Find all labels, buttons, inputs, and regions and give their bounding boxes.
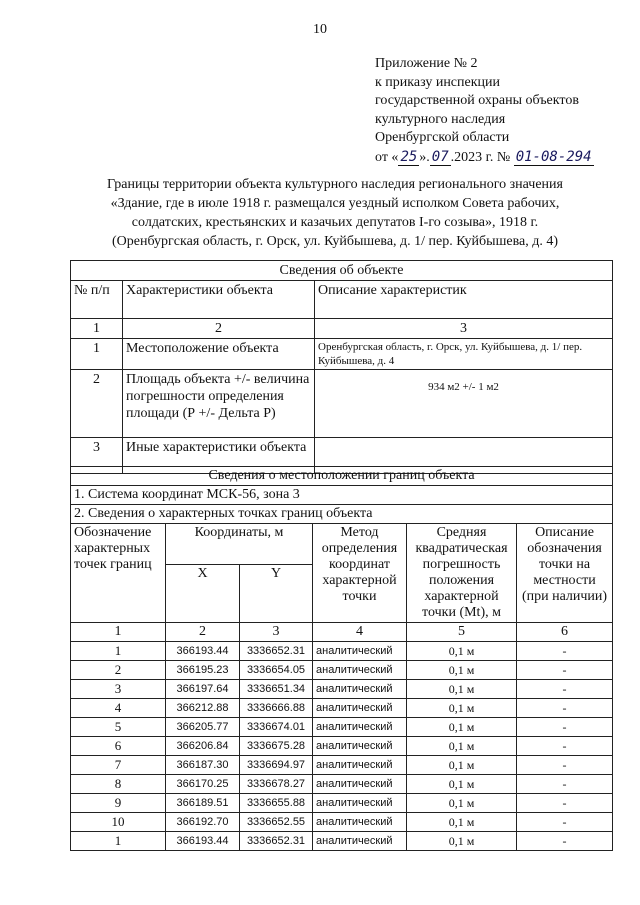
y-value: 3336652.31 xyxy=(240,642,313,661)
point-description: - xyxy=(517,642,613,661)
point-description: - xyxy=(517,680,613,699)
index-cell: 5 xyxy=(407,623,517,642)
x-value: 366197.64 xyxy=(166,680,240,699)
method-value: аналитический xyxy=(313,680,407,699)
object-info-table xyxy=(70,260,613,474)
y-value: 3336674.01 xyxy=(240,718,313,737)
error-value: 0,1 м xyxy=(407,680,517,699)
info-table-heading: Сведения об объекте xyxy=(71,261,613,281)
appendix-line: государственной охраны объектов xyxy=(375,93,579,108)
x-value: 366170.25 xyxy=(166,775,240,794)
title-line: Границы территории объекта культурного наследия регионального значения xyxy=(107,177,563,192)
point-description: - xyxy=(517,775,613,794)
document-title xyxy=(70,175,600,251)
col-header-description: Описание характеристик xyxy=(315,281,613,319)
y-value: 3336651.34 xyxy=(240,680,313,699)
table-row xyxy=(71,642,613,661)
col-header-method: Метод определения координат характерной точки xyxy=(313,524,407,623)
table-row xyxy=(71,794,613,813)
method-value: аналитический xyxy=(313,642,407,661)
date-mid: ». xyxy=(419,149,430,165)
col-header-x: X xyxy=(166,564,240,622)
table-row xyxy=(71,680,613,699)
point-description: - xyxy=(517,737,613,756)
error-value: 0,1 м xyxy=(407,661,517,680)
index-cell: 3 xyxy=(240,623,313,642)
point-description: - xyxy=(517,756,613,775)
table-row xyxy=(71,699,613,718)
title-line: солдатских, крестьянских и казачьих депутатов I-го созыва», 1918 г. xyxy=(131,215,539,230)
method-value: аналитический xyxy=(313,718,407,737)
col-header-y: Y xyxy=(240,564,313,622)
date-year: .2023 г. № xyxy=(450,149,511,165)
point-label: 5 xyxy=(71,718,166,737)
method-value: аналитический xyxy=(313,794,407,813)
col-header-characteristic: Характеристики объекта xyxy=(123,281,315,319)
point-label: 4 xyxy=(71,699,166,718)
handwritten-day: 25 xyxy=(400,148,418,165)
appendix-line: к приказу инспекции xyxy=(375,74,501,90)
method-value: аналитический xyxy=(313,775,407,794)
point-label: 1 xyxy=(71,832,166,851)
handwritten-month: 07 xyxy=(431,148,449,165)
point-description: - xyxy=(517,813,613,832)
x-value: 366206.84 xyxy=(166,737,240,756)
y-value: 3336694.97 xyxy=(240,756,313,775)
y-value: 3336654.05 xyxy=(240,661,313,680)
table-row xyxy=(71,832,613,851)
error-value: 0,1 м xyxy=(407,794,517,813)
appendix-line: Приложение № 2 xyxy=(375,56,478,71)
method-value: аналитический xyxy=(313,661,407,680)
col-header-error: Средняя квадратическая погрешность положения характерной точки (Mt), м xyxy=(407,524,517,623)
error-value: 0,1 м xyxy=(407,699,517,718)
points-heading: 2. Сведения о характерных точках границ объекта xyxy=(71,505,613,524)
boundary-coordinates-table xyxy=(70,466,613,851)
point-description: - xyxy=(517,661,613,680)
method-value: аналитический xyxy=(313,756,407,775)
point-label: 9 xyxy=(71,794,166,813)
point-label: 10 xyxy=(71,813,166,832)
col-header-description: Описание обозначения точки на местности (при наличии) xyxy=(517,524,613,623)
table-row xyxy=(71,737,613,756)
title-line: (Оренбургская область, г. Орск, ул. Куйбышева, д. 1/ пер. Куйбышева, д. 4) xyxy=(111,234,558,249)
col-header-point: Обозначение характерных точек границ xyxy=(71,524,166,623)
index-cell: 2 xyxy=(123,319,315,339)
method-value: аналитический xyxy=(313,699,407,718)
table-row xyxy=(71,718,613,737)
x-value: 366212.88 xyxy=(166,699,240,718)
col-header-coordinates: Координаты, м xyxy=(166,524,313,565)
point-label: 1 xyxy=(71,642,166,661)
page-number: 10 xyxy=(313,22,327,37)
method-value: аналитический xyxy=(313,813,407,832)
point-label: 6 xyxy=(71,737,166,756)
appendix-line: культурного наследия xyxy=(375,111,506,127)
index-cell: 1 xyxy=(71,319,123,339)
title-line: «Здание, где в июле 1918 г. размещался уездный исполком Совета рабочих, xyxy=(110,196,560,211)
table-row xyxy=(71,775,613,794)
row-num: 3 xyxy=(71,438,123,474)
point-label: 3 xyxy=(71,680,166,699)
method-value: аналитический xyxy=(313,737,407,756)
date-prefix: от « xyxy=(375,149,399,165)
method-value: аналитический xyxy=(313,832,407,851)
index-cell: 3 xyxy=(315,319,613,339)
point-label: 2 xyxy=(71,661,166,680)
point-description: - xyxy=(517,794,613,813)
x-value: 366205.77 xyxy=(166,718,240,737)
row-characteristic: Иные характеристики объекта xyxy=(123,438,315,474)
row-num: 2 xyxy=(71,370,123,438)
error-value: 0,1 м xyxy=(407,737,517,756)
index-cell: 6 xyxy=(517,623,613,642)
y-value: 3336655.88 xyxy=(240,794,313,813)
point-label: 7 xyxy=(71,756,166,775)
x-value: 366193.44 xyxy=(166,832,240,851)
table-row xyxy=(71,813,613,832)
x-value: 366189.51 xyxy=(166,794,240,813)
y-value: 3336675.28 xyxy=(240,737,313,756)
col-header-num: № п/п xyxy=(71,281,123,319)
row-num: 1 xyxy=(71,339,123,370)
x-value: 366187.30 xyxy=(166,756,240,775)
row-description: Оренбургская область, г. Орск, ул. Куйбышева, д. 1/ пер. Куйбышева, д. 4 xyxy=(315,339,613,370)
table-row xyxy=(71,756,613,775)
error-value: 0,1 м xyxy=(407,832,517,851)
row-description: 934 м2 +/- 1 м2 xyxy=(315,370,613,438)
y-value: 3336652.55 xyxy=(240,813,313,832)
appendix-block xyxy=(375,55,594,167)
index-cell: 4 xyxy=(313,623,407,642)
appendix-line: Оренбургской области xyxy=(375,130,510,145)
row-characteristic: Местоположение объекта xyxy=(123,339,315,370)
table-row xyxy=(71,661,613,680)
error-value: 0,1 м xyxy=(407,813,517,832)
appendix-date-line xyxy=(375,148,594,168)
handwritten-order-number: 01-08-294 xyxy=(515,148,592,165)
error-value: 0,1 м xyxy=(407,718,517,737)
point-description: - xyxy=(517,718,613,737)
row-characteristic: Площадь объекта +/- величина погрешности определения площади (Р +/- Дельта Р) xyxy=(123,370,315,438)
error-value: 0,1 м xyxy=(407,642,517,661)
y-value: 3336652.31 xyxy=(240,832,313,851)
point-description: - xyxy=(517,699,613,718)
y-value: 3336666.88 xyxy=(240,699,313,718)
error-value: 0,1 м xyxy=(407,756,517,775)
point-description: - xyxy=(517,832,613,851)
coordinate-system: 1. Система координат МСК-56, зона 3 xyxy=(71,486,613,505)
x-value: 366192.70 xyxy=(166,813,240,832)
x-value: 366193.44 xyxy=(166,642,240,661)
error-value: 0,1 м xyxy=(407,775,517,794)
point-label: 8 xyxy=(71,775,166,794)
index-cell: 2 xyxy=(166,623,240,642)
coords-table-heading: Сведения о местоположении границ объекта xyxy=(71,467,613,486)
y-value: 3336678.27 xyxy=(240,775,313,794)
index-cell: 1 xyxy=(71,623,166,642)
x-value: 366195.23 xyxy=(166,661,240,680)
